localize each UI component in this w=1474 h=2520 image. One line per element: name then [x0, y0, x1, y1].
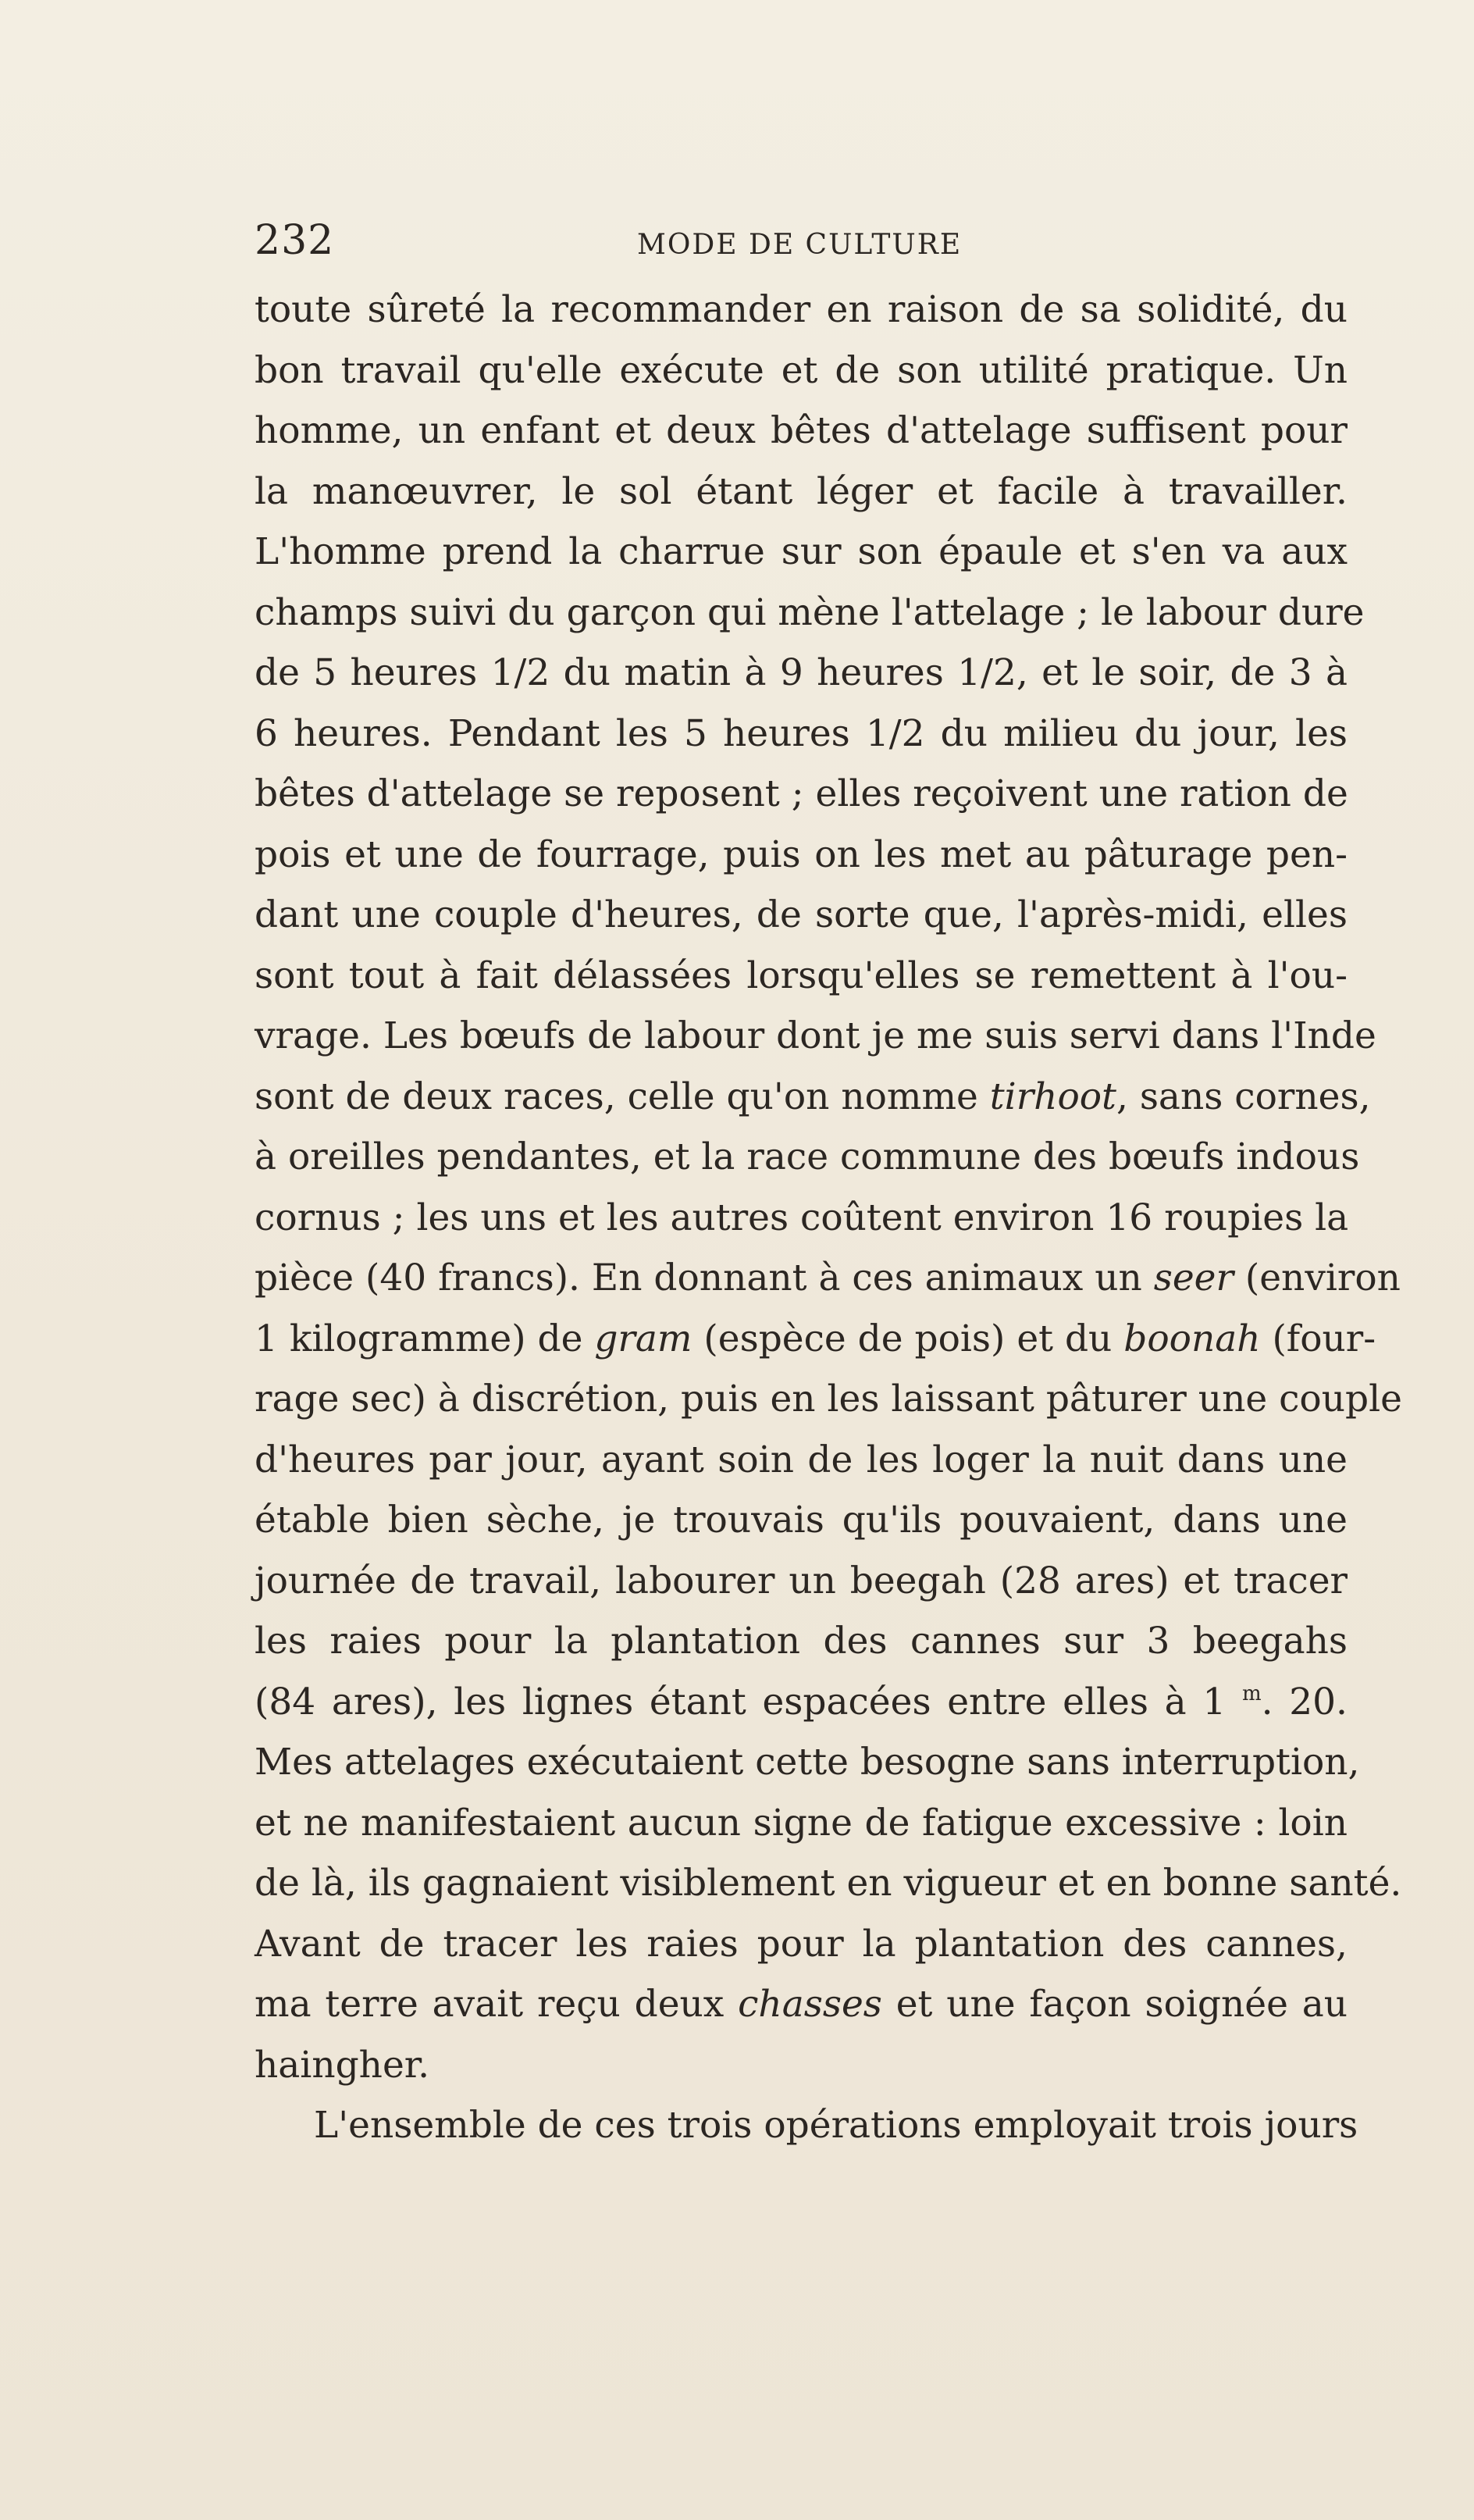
text-line: L'ensemble de ces trois opérations employait trois jours — [314, 2104, 1358, 2147]
text-line: d'heures par jour, ayant soin de les loger la nuit dans une — [255, 1438, 1348, 1481]
body-text — [255, 280, 1402, 2156]
text-line: sont de deux races, celle qu'on nomme tirhoot, sans cornes, — [255, 1075, 1371, 1118]
text-line: bêtes d'attelage se reposent ; elles reçoivent une ration de — [255, 772, 1348, 815]
text-line: vrage. Les bœufs de labour dont je me suis servi dans l'Inde — [255, 1014, 1376, 1057]
text-line: homme, un enfant et deux bêtes d'attelage suffisent pour — [255, 409, 1348, 452]
text-line: rage sec) à discrétion, puis en les laissant pâturer une couple — [255, 1378, 1402, 1420]
page-number: 232 — [255, 217, 335, 264]
italic-term: gram — [594, 1317, 692, 1360]
italic-term: chasses — [738, 1983, 882, 2026]
text-line: 6 heures. Pendant les 5 heures 1/2 du milieu du jour, les — [255, 711, 1348, 755]
text-line: cornus ; les uns et les autres coûtent environ 16 roupies la — [255, 1196, 1349, 1239]
text-line: sont tout à fait délassées lorsqu'elles se remettent à l'ou- — [255, 953, 1348, 997]
text-line: haingher. — [255, 2043, 430, 2087]
text-line: Mes attelages exécutaient cette besogne sans interruption, — [255, 1741, 1360, 1784]
text-line: journée de travail, labourer un beegah (28 ares) et tracer — [255, 1559, 1348, 1602]
italic-term: boonah — [1123, 1317, 1261, 1360]
text-line: 1 kilogramme) de gram (espèce de pois) et du boonah (four- — [255, 1317, 1376, 1360]
text-line: ma terre avait reçu deux chasses et une façon soignée au — [255, 1983, 1348, 2026]
text-line: dant une couple d'heures, de sorte que, l'après-midi, elles — [255, 893, 1348, 936]
text-line: pois et une de fourrage, puis on les met au pâturage pen- — [255, 832, 1348, 876]
italic-term: seer — [1153, 1256, 1234, 1299]
text-line: de 5 heures 1/2 du matin à 9 heures 1/2, et le soir, de 3 à — [255, 651, 1348, 694]
text-line: toute sûreté la recommander en raison de sa solidité, du — [255, 288, 1348, 331]
running-head — [255, 209, 1348, 272]
superscript-unit: m — [1241, 1681, 1262, 1706]
running-title: MODE DE CULTURE — [637, 229, 963, 261]
text-line: la manœuvrer, le sol étant léger et facile à travailler. — [255, 469, 1348, 513]
text-line: (84 ares), les lignes étant espacées entre elles à 1 $^m$. 20. — [255, 1680, 1348, 1723]
text-line: à oreilles pendantes, et la race commune des bœufs indous — [255, 1135, 1360, 1178]
text-line: Avant de tracer les raies pour la plantation des cannes, — [255, 1922, 1348, 1966]
text-line: les raies pour la plantation des cannes sur 3 beegahs — [255, 1620, 1348, 1663]
text-line: et ne manifestaient aucun signe de fatigue excessive : loin — [255, 1801, 1348, 1845]
text-line: de là, ils gagnaient visiblement en vigueur et en bonne santé. — [255, 1862, 1402, 1905]
italic-term: tirhoot — [989, 1075, 1116, 1118]
text-line: étable bien sèche, je trouvais qu'ils pouvaient, dans une — [255, 1499, 1348, 1542]
text-line: pièce (40 francs). En donnant à ces animaux un seer (environ — [255, 1256, 1401, 1299]
text-line: bon travail qu'elle exécute et de son utilité pratique. Un — [255, 348, 1348, 392]
text-line: L'homme prend la charrue sur son épaule et s'en va aux — [255, 530, 1348, 573]
text-line: champs suivi du garçon qui mène l'attelage ; le labour dure — [255, 590, 1365, 634]
